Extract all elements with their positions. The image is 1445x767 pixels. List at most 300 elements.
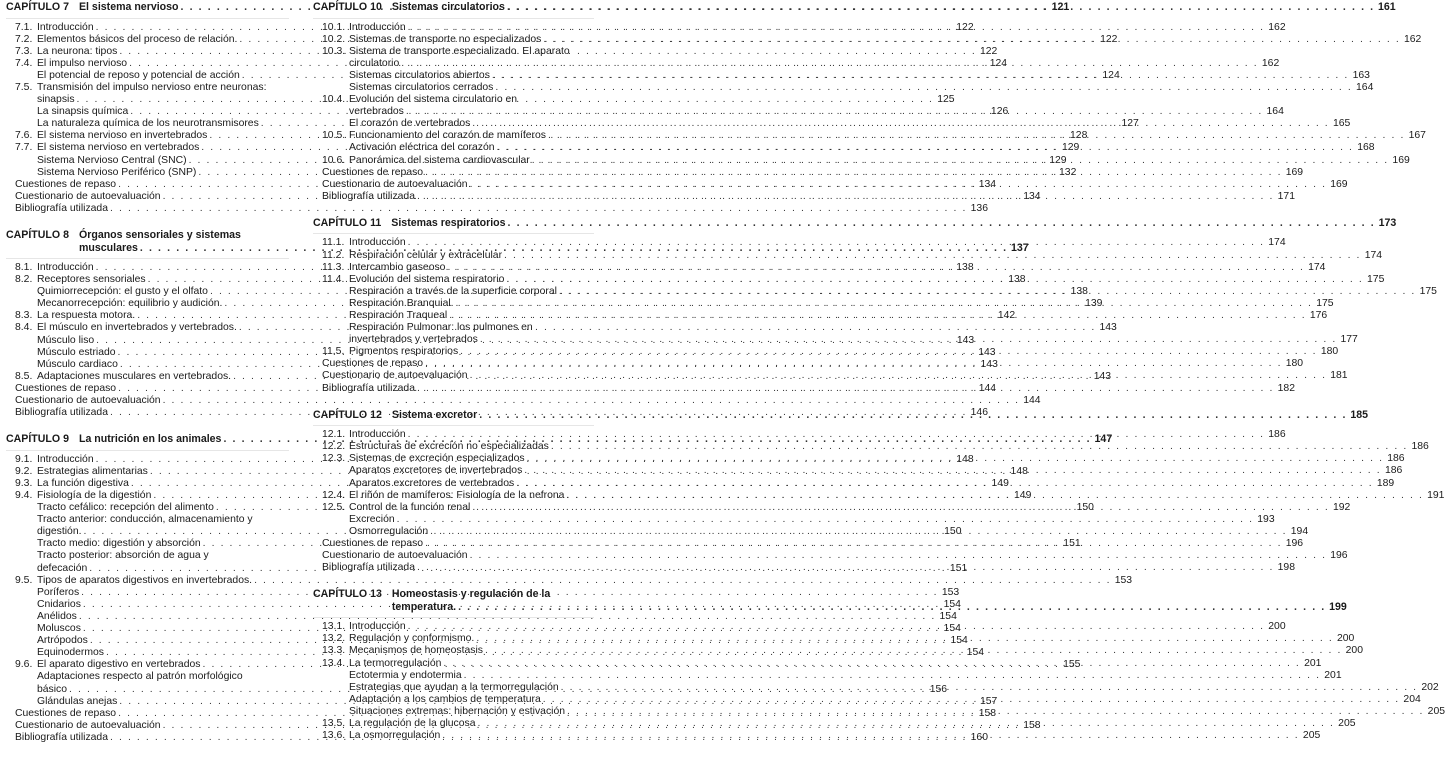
entry-text: Músculo estriado <box>37 346 116 358</box>
page-number: 122 <box>956 21 974 33</box>
section-number: 11.5. <box>322 346 345 358</box>
entry-text: Bibliografía utilizada <box>322 562 415 574</box>
entry-text: Respiración a través de la superficie corporal <box>349 285 557 297</box>
dot-leader <box>551 441 1408 453</box>
page-number: 143 <box>980 358 998 370</box>
page-number: 137 <box>1010 241 1029 254</box>
page-number: 201 <box>1324 669 1342 681</box>
entry-text: La naturaleza química de los neurotransmisores <box>37 118 259 130</box>
entry-text: Cuestionario de autoevaluación <box>15 395 161 407</box>
page-number: 138 <box>1070 286 1088 298</box>
page-number: 121 <box>1051 1 1070 13</box>
entry-text: Introducción <box>37 262 94 273</box>
entry-text: Cuestionario de autoevaluación <box>322 178 468 190</box>
entry-text: Cuestiones de repaso <box>15 382 117 394</box>
section-number: 7.2. <box>15 33 33 45</box>
entry-text: El sistema nervioso <box>78 1 179 13</box>
page-number: 154 <box>966 647 985 659</box>
entry-text: Tracto cefálico: recepción del alimento <box>37 502 214 514</box>
page-number: 175 <box>1316 297 1334 309</box>
dot-leader <box>456 298 1313 310</box>
entry-text: Sistemas circulatorios cerrados <box>349 81 494 93</box>
entry-text: vertebrados <box>349 106 404 118</box>
entry-text: Respiración Traqueal <box>349 309 448 321</box>
toc-line <box>15 395 1041 407</box>
page-number: 168 <box>1357 142 1375 154</box>
entry-text: Regulación y conformismo. <box>349 633 475 645</box>
section-number: 11.4. <box>322 273 345 285</box>
entry-text: Osmorregulación <box>349 525 429 537</box>
entry-text: Bibliografía utilizada <box>15 407 108 419</box>
entry-text: La función digestiva <box>37 477 129 489</box>
page-number: 154 <box>939 610 957 622</box>
page-number: 144 <box>1023 395 1041 407</box>
toc-line <box>349 669 1342 682</box>
toc-line <box>349 322 594 334</box>
entry-body <box>15 395 1041 407</box>
dot-leader <box>524 465 1381 477</box>
subsection-entry[interactable] <box>313 669 1342 682</box>
page-number: 165 <box>1332 118 1351 130</box>
entry-text: Elementos básicos del proceso de relación. <box>37 33 238 45</box>
page-number: 154 <box>943 598 961 610</box>
page-number: 134 <box>1023 190 1041 202</box>
entry-text: Tracto anterior: conducción, almacenamiento y <box>37 514 253 526</box>
page-number: 122 <box>1100 33 1118 45</box>
entry-text: Cuestionario de autoevaluación <box>322 370 468 382</box>
section-number: 12.3. <box>322 453 346 465</box>
dot-leader <box>430 526 1287 538</box>
subsection-entry[interactable] <box>6 610 957 623</box>
entry-text: Glándulas anejas <box>37 695 118 707</box>
toc-line <box>37 514 289 526</box>
page-number: 176 <box>1309 309 1328 321</box>
entry-text: Cuestiones de repaso <box>322 537 424 549</box>
entry-text: Tracto posterior: absorción de agua y <box>37 550 209 562</box>
page-number: 138 <box>1008 274 1026 286</box>
dot-leader <box>543 34 1400 46</box>
entry-text: Intercambio gaseoso <box>349 261 446 273</box>
page-number: 164 <box>1266 106 1284 118</box>
page-number: 161 <box>1378 1 1396 13</box>
entry-text: Sistema excretor <box>391 408 478 421</box>
entry-body <box>322 550 1348 562</box>
dot-leader <box>561 682 1418 694</box>
dot-leader <box>480 334 1337 346</box>
page-number: 148 <box>956 453 974 465</box>
page-number: 202 <box>1421 681 1439 693</box>
entry-text: Cuestiones de repaso <box>15 707 117 719</box>
dot-leader <box>425 167 1282 179</box>
page-number: 192 <box>1332 501 1351 513</box>
subsection-entry[interactable] <box>313 513 1275 526</box>
entry-body <box>37 610 957 623</box>
entry-text: Músculo liso <box>37 334 95 346</box>
page-number: 149 <box>1014 490 1032 501</box>
entry-text: Introducción <box>349 237 406 249</box>
dot-leader <box>443 658 1300 670</box>
page-number: 143 <box>956 334 975 346</box>
entry-text: Tipos de aparatos digestivos en invertebrados. <box>37 574 253 586</box>
entry-text: Pigmentos respiratorios <box>349 346 459 358</box>
page-number: 174 <box>1308 261 1326 273</box>
section-number: 13.2. <box>322 633 346 645</box>
dot-leader <box>485 645 1342 657</box>
section-number: 13.1. <box>322 621 346 633</box>
entry-text: defecación <box>37 562 88 574</box>
dot-leader <box>417 191 1274 203</box>
section-number: 12.5. <box>322 501 346 513</box>
page-number: 193 <box>1257 513 1275 525</box>
dot-leader <box>447 262 1304 274</box>
chapter-label: CAPÍTULO 9 <box>6 433 69 446</box>
entry-text: Órganos sensoriales y sistemas <box>78 229 241 241</box>
page-number: 147 <box>1094 433 1113 446</box>
page-number: 151 <box>949 562 968 574</box>
dot-leader <box>472 502 1329 514</box>
entry-text: Músculo cardiaco <box>37 358 118 370</box>
dot-leader <box>401 58 1258 70</box>
page-number: 162 <box>1404 33 1422 45</box>
page-number: 143 <box>1099 322 1117 334</box>
page-number: 153 <box>941 586 960 598</box>
section-number: 10.3. <box>322 45 346 57</box>
page-number: 196 <box>1330 550 1348 562</box>
page-number: 169 <box>1392 154 1410 166</box>
dot-leader <box>408 22 1265 34</box>
section-number: 10.2. <box>322 33 346 45</box>
page-number: 125 <box>937 94 955 106</box>
page-number: 181 <box>1330 370 1348 382</box>
page-number: 189 <box>1376 477 1395 489</box>
section-number: 9.4. <box>15 490 33 501</box>
toc-line <box>349 94 594 106</box>
dot-leader <box>397 514 1254 526</box>
section-number: 8.1. <box>15 262 33 273</box>
page-number: 158 <box>978 707 997 719</box>
section-number: 7.5. <box>15 81 33 93</box>
entry-text: sinapsis <box>37 94 75 106</box>
page-number: 163 <box>1352 69 1370 81</box>
section-number: 11.1. <box>322 237 345 249</box>
entry-text: Cnidarios <box>37 598 81 610</box>
section-number: 12.1. <box>322 429 346 441</box>
page-number: 196 <box>1285 537 1304 549</box>
page-number: 148 <box>1010 465 1028 477</box>
entry-text: Respiración Pulmonar: los pulmones en <box>349 322 533 334</box>
entry-text: Adaptaciones respecto al patrón morfológico <box>37 671 243 683</box>
dot-leader <box>479 409 1347 422</box>
entry-body <box>349 249 1383 262</box>
page-number: 205 <box>1338 718 1356 729</box>
section-number: 13.5. <box>322 718 346 729</box>
entry-text: Moluscos <box>37 623 81 635</box>
chapter-label: CAPÍTULO 8 <box>6 229 69 241</box>
dot-leader <box>408 429 1265 441</box>
dot-leader <box>504 250 1361 262</box>
page-number: 198 <box>1277 562 1295 574</box>
page-number: 185 <box>1350 408 1369 421</box>
entry-text: Mecanorrecepción: equilibrio y audición. <box>37 298 223 310</box>
dot-leader <box>458 598 1326 614</box>
section-number: 8.4. <box>15 322 33 334</box>
page-number: 186 <box>1387 453 1405 465</box>
toc-line <box>37 574 1133 587</box>
page-number: 146 <box>970 407 988 419</box>
page-number: 173 <box>1378 216 1397 229</box>
entry-text: Cuestiones de repaso <box>322 358 424 370</box>
dot-leader <box>470 370 1327 382</box>
section-number: 9.2. <box>15 465 33 477</box>
page-number: 167 <box>1408 130 1426 142</box>
entry-text: Sistema Nervioso Central (SNC) <box>37 154 187 166</box>
section-number: 12.4. <box>322 489 346 501</box>
section-entry[interactable] <box>313 441 1429 453</box>
toc-line <box>37 671 289 683</box>
section-number: 7.1. <box>15 21 33 33</box>
section-number: 7.6. <box>15 130 33 142</box>
page-number: 142 <box>997 310 1016 322</box>
entry-text: La regulación de la glucosa <box>349 718 476 729</box>
entry-text: Homeostasis y regulación de la <box>391 588 551 601</box>
section-number: 7.4. <box>15 57 33 69</box>
chapter-label: CAPÍTULO 11 <box>313 216 382 229</box>
entry-text: Evolución del sistema circulatorio en <box>349 94 518 106</box>
toc-line <box>391 216 1397 230</box>
entry-text: básico <box>37 683 68 695</box>
entry-text: La termorregulación <box>349 657 442 669</box>
page-number: 132 <box>1059 166 1077 178</box>
entry-text: Cuestiones de repaso <box>15 178 117 190</box>
page-number: 204 <box>1403 693 1421 705</box>
page-number: 155 <box>1063 659 1081 671</box>
section-number: 12.2. <box>322 441 346 453</box>
page-number: 186 <box>1384 465 1403 477</box>
entry-text: digestión. <box>37 526 82 538</box>
page-number: 177 <box>1340 334 1358 346</box>
toc-line <box>37 82 289 94</box>
entry-text: Sistemas de excreción especializados <box>349 453 525 465</box>
dot-leader <box>497 142 1354 154</box>
entry-text: Estrategias que ayudan a la termorregulación <box>349 681 559 693</box>
entry-text: Estrategias alimentarias <box>37 465 148 477</box>
entry-body <box>37 574 1133 587</box>
dot-leader <box>478 718 1335 730</box>
entry-text: El potencial de reposo y potencial de acción <box>37 69 240 81</box>
page-number: 144 <box>978 382 997 394</box>
page-number: 200 <box>1345 645 1363 657</box>
entry-text: temperatura. <box>391 600 457 613</box>
entry-text: Transmisión del impulso nervioso entre neuronas: <box>37 81 267 93</box>
page-number: 158 <box>1023 719 1041 731</box>
dot-leader <box>442 730 1299 742</box>
page-number: 138 <box>956 262 974 273</box>
backmatter-entry[interactable] <box>6 202 988 215</box>
chapter-heading[interactable] <box>313 216 1397 235</box>
page-number: 164 <box>1356 81 1374 93</box>
entry-text: Respiración celular y extracelular <box>349 249 503 261</box>
toc-line <box>37 550 289 562</box>
entry-body <box>349 513 1275 526</box>
page-number: 156 <box>929 683 948 695</box>
entry-body <box>349 441 1429 453</box>
entry-text: Panorámica del sistema cardiovascular <box>349 154 530 166</box>
entry-text: Activación eléctrica del corazón <box>349 142 495 154</box>
entry-text: Introducción <box>349 621 406 633</box>
entry-text: Aparatos excretores de vertebrados <box>349 477 515 489</box>
page-number: 162 <box>1261 57 1280 69</box>
page-number: 199 <box>1329 600 1347 613</box>
entry-body <box>349 669 1342 682</box>
page-number: 186 <box>1268 429 1286 441</box>
page-number: 127 <box>1121 118 1139 130</box>
entry-text: La sinapsis química <box>37 106 129 118</box>
toc-line <box>349 249 1383 262</box>
entry-text: Introducción <box>349 429 406 441</box>
page-number: 126 <box>990 106 1009 118</box>
entry-text: Artrópodos <box>37 635 88 647</box>
entry-text: Situaciones extremas: hibernación y estivación <box>349 705 566 717</box>
page-number: 160 <box>970 731 988 743</box>
section-entry[interactable] <box>313 249 1383 262</box>
page-number: 169 <box>1285 166 1304 178</box>
dot-leader <box>460 346 1317 358</box>
section-number: 9.3. <box>15 477 33 489</box>
toc-line <box>349 513 1275 526</box>
dot-leader <box>464 670 1321 682</box>
toc-line <box>392 588 594 601</box>
entry-text: Poríferos <box>37 586 80 598</box>
dot-leader <box>425 538 1282 550</box>
subsection-entry[interactable] <box>313 81 1374 94</box>
dot-leader <box>566 490 1423 502</box>
entry-text: La respuesta motora. <box>37 310 136 322</box>
page-number: 143 <box>978 346 996 358</box>
chapter-label: CAPÍTULO 12 <box>313 408 382 421</box>
dot-leader <box>543 694 1400 706</box>
section-number: 13.4. <box>322 657 346 669</box>
page-number: 122 <box>979 45 998 57</box>
section-number: 13.3. <box>322 645 346 657</box>
dot-leader <box>417 383 1274 395</box>
entry-text: Cuestiones de repaso <box>322 166 424 178</box>
dot-leader <box>559 286 1416 298</box>
page-number: 191 <box>1427 489 1445 501</box>
page-number: 201 <box>1304 657 1322 669</box>
dot-leader <box>532 155 1389 167</box>
entry-text: Estructuras de excreción no especializadas <box>349 441 549 453</box>
page-number: 150 <box>1076 502 1094 514</box>
dot-leader <box>506 274 1363 286</box>
entry-text: Excreción <box>349 513 395 525</box>
entry-text: Bibliografía utilizada <box>322 382 415 394</box>
page-number: 154 <box>943 623 961 635</box>
entry-text: Evolución del sistema respiratorio <box>349 273 505 285</box>
entry-body <box>15 202 988 215</box>
entry-text: El riñón de mamíferos: Fisiología de la nefrona <box>349 489 565 501</box>
dot-leader <box>567 706 1424 718</box>
section-entry[interactable] <box>6 574 1133 587</box>
toc-line <box>349 46 594 58</box>
section-number: 10.5. <box>322 130 346 142</box>
page-number: 151 <box>1063 538 1081 550</box>
entry-text: El músculo en invertebrados y vertebrados. <box>37 322 237 334</box>
page-number: 205 <box>1427 705 1445 717</box>
dot-leader <box>548 130 1405 142</box>
entry-body <box>349 81 1374 94</box>
section-number: 8.2. <box>15 274 33 286</box>
entry-text: Sistemas de transporte no especializados <box>349 33 542 45</box>
section-number: 10.4. <box>322 94 346 106</box>
section-number: 8.3. <box>15 310 33 322</box>
page-number: 182 <box>1277 382 1295 394</box>
toc-line <box>37 610 957 623</box>
section-number: 10.6. <box>322 154 346 166</box>
page-number: 175 <box>1367 273 1385 285</box>
page-number: 129 <box>1049 154 1067 166</box>
entry-text: Sistema Nervioso Periférico (SNP) <box>37 166 197 178</box>
page-number: 139 <box>1085 298 1103 310</box>
toc-line <box>349 441 1429 453</box>
entry-text: El sistema nervioso en invertebrados <box>37 130 208 142</box>
entry-text: Mecanismos de homeostasis <box>349 645 483 657</box>
page-number: 136 <box>970 202 988 214</box>
backmatter-entry[interactable] <box>6 395 1041 407</box>
backmatter-entry[interactable] <box>313 550 1348 562</box>
section-number: 11.3. <box>322 261 345 273</box>
entry-text: Sistemas respiratorios <box>391 216 506 229</box>
section-number: 7.3. <box>15 45 33 57</box>
section-number: 9.1. <box>15 453 33 465</box>
section-number: 8.5. <box>15 370 33 382</box>
entry-text: circulatorio <box>349 57 400 69</box>
entry-text: Adaptaciones musculares en vertebrados. <box>37 370 232 382</box>
entry-text: Adaptación a los cambios de temperatura <box>349 693 541 705</box>
dot-leader <box>417 562 1274 574</box>
entry-text: Bibliografía utilizada <box>322 190 415 202</box>
chapter-label: CAPÍTULO 7 <box>6 1 69 13</box>
dot-leader <box>507 1 1375 14</box>
dot-leader <box>508 217 1376 230</box>
page-number: 150 <box>944 526 962 538</box>
entry-text: Cuestionario de autoevaluación <box>15 719 161 731</box>
entry-text: Tracto medio: digestión y absorción <box>37 538 201 550</box>
page-number: 124 <box>989 57 1008 69</box>
dot-leader <box>449 310 1306 322</box>
section-number: 11.2. <box>322 249 345 261</box>
page-number: 149 <box>991 477 1009 489</box>
entry-text: Bibliografía utilizada <box>15 202 108 214</box>
entry-text: La osmorregulación <box>349 730 441 742</box>
entry-text: El impulso nervioso <box>37 57 128 69</box>
entry-text: Fisiología de la digestión <box>37 490 152 501</box>
dot-leader <box>470 179 1327 191</box>
dot-leader <box>495 82 1352 94</box>
dot-leader <box>408 621 1265 633</box>
chapter-title <box>381 216 1397 230</box>
entry-text: musculares <box>78 241 138 254</box>
entry-text: Sistemas circulatorios abiertos <box>349 69 490 81</box>
entry-text: Sistema de transporte especializado. El aparato <box>349 45 570 57</box>
toc-line <box>79 229 289 242</box>
page-number: 200 <box>1268 621 1286 633</box>
dot-leader <box>406 106 1263 118</box>
chapter-label: CAPÍTULO 13 <box>313 588 382 601</box>
entry-text: Control de la función renal <box>349 501 471 513</box>
chapter-label: CAPÍTULO 10 <box>313 1 382 13</box>
entry-text: Sistemas circulatorios <box>391 1 505 13</box>
dot-leader <box>425 358 1282 370</box>
